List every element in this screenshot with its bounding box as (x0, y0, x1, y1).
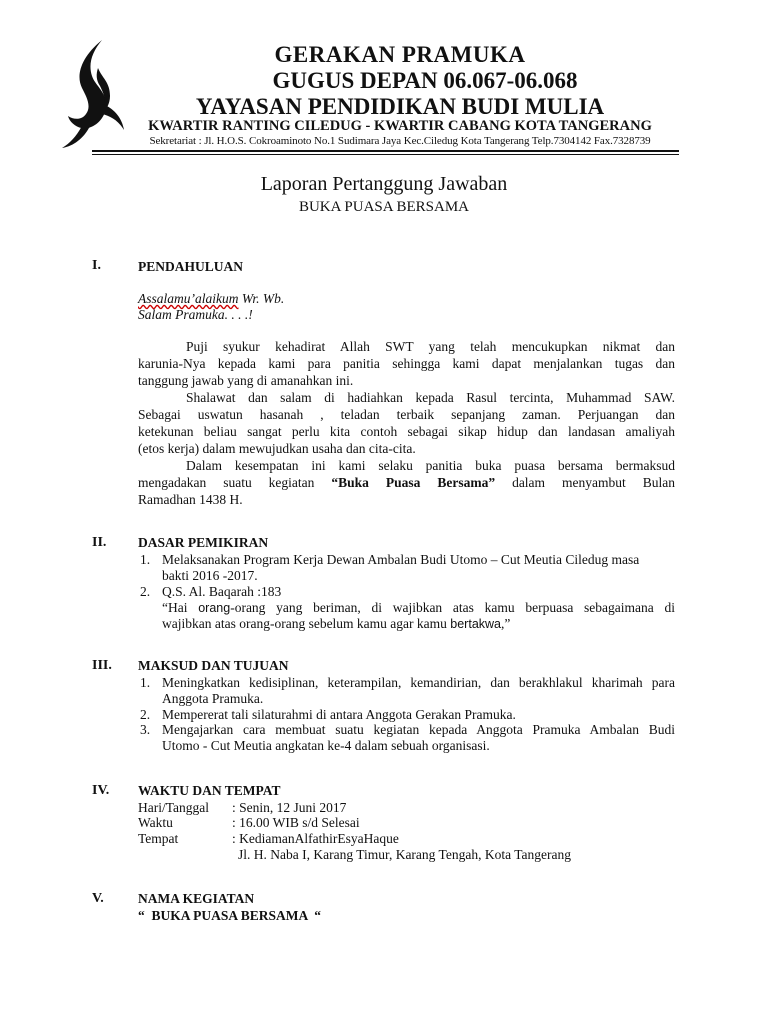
list-number: 2. (140, 584, 151, 599)
paragraph-line (138, 474, 675, 491)
paragraph-line: karunia-Nya kepada kami para panitia sehingga kami dapat menjalankan tugas dan (138, 356, 675, 371)
list-item: Mempererat tali silaturahmi di antara Anggota Gerakan Pramuka. (162, 707, 516, 722)
list-number: 1. (140, 552, 151, 567)
paragraph-line: Dalam kesempatan ini kami selaku panitia buka puasa bersama bermaksud (186, 458, 675, 473)
section-number: IV. (92, 783, 110, 798)
paragraph-line: ketekunan beliau sangat perlu kita contoh sebagai sikap hidup dan landasan amaliyah (138, 424, 675, 439)
text-run: “Hai (162, 600, 199, 615)
header-address: Sekretariat : Jl. H.O.S. Cokroaminoto No.1 Sudimara Jaya Kec.Ciledug Kota Tangerang Telp.7304142 Fax.7328739 (149, 135, 651, 147)
paragraph-line: Shalawat dan salam di hadiahkan kepada Rasul tercinta, Muhammad SAW. (186, 390, 675, 405)
section-number: III. (92, 658, 112, 673)
section-heading: NAMA KEGIATAN (138, 891, 255, 906)
paragraph-line: tanggung jawab yang di amanahkan ini. (138, 373, 354, 388)
header-org-line2: GUGUS DEPAN 06.067-06.068 (272, 68, 578, 93)
section-heading: PENDAHULUAN (138, 259, 244, 274)
header-org-line1: GERAKAN PRAMUKA (274, 42, 526, 67)
document-subtitle: BUKA PUASA BERSAMA (298, 199, 470, 215)
list-number: 1. (140, 675, 151, 690)
list-item: bakti 2016 -2017. (162, 568, 258, 583)
header-divider-thick (92, 150, 679, 152)
greeting-word: Assalamu’alaikum (138, 291, 239, 306)
field-label: Waktu (138, 815, 173, 830)
pramuka-logo-icon (58, 38, 128, 150)
header-org-line3: YAYASAN PENDIDIKAN BUDI MULIA (195, 94, 605, 119)
text-run: -orang yang beriman, di wajibkan atas kamu berpuasa sebagaimana di (230, 600, 675, 615)
event-name-bold: “Buka Puasa Bersama” (331, 475, 496, 490)
section-heading: DASAR PEMIKIRAN (138, 535, 269, 550)
document-title: Laporan Pertanggung Jawaban (260, 173, 508, 195)
field-value: Jl. H. Naba I, Karang Timur, Karang Tengah, Kota Tangerang (238, 847, 571, 862)
list-item: Utomo - Cut Meutia angkatan ke-4 dalam sebuah organisasi. (162, 738, 490, 753)
field-label: Hari/Tanggal (138, 800, 210, 815)
list-item: Q.S. Al. Baqarah :183 (162, 584, 282, 599)
greeting-line: Salam Pramuka. . . .! (138, 307, 253, 322)
section-number: I. (92, 258, 101, 273)
list-item: Mengajarkan cara membuat suatu kegiatan kepada Anggota Pramuka Ambalan Budi (162, 722, 675, 737)
paragraph-line: Puji syukur kehadirat Allah SWT yang telah mencukupkan nikmat dan (186, 339, 675, 354)
greeting-line (138, 290, 284, 307)
paragraph-line: Sebagai uswatun hasanah , teladan terbaik sepanjang zaman. Perjuangan dan (138, 407, 675, 422)
greeting-suffix: Wr. Wb. (238, 291, 285, 306)
header-org-line4: KWARTIR RANTING CILEDUG - KWARTIR CABANG KOTA TANGERANG (148, 118, 652, 134)
text-run: mengadakan suatu kegiatan (138, 475, 332, 490)
event-name: “ BUKA PUASA BERSAMA “ (138, 908, 322, 923)
field-label: Tempat (138, 831, 179, 846)
text-run: bertakwa (450, 617, 502, 631)
text-run: ,” (501, 616, 511, 631)
quote-line (162, 615, 510, 633)
section-number: V. (92, 891, 104, 906)
list-item: Meningkatkan kedisiplinan, keterampilan, kemandirian, dan berakhlakul kharimah para (162, 675, 675, 690)
text-run: dalam menyambut Bulan (495, 475, 675, 490)
paragraph-line: Ramadhan 1438 H. (138, 492, 243, 507)
text-run: wajibkan atas orang-orang sebelum kamu agar kamu (162, 616, 451, 631)
field-value: : Senin, 12 Juni 2017 (232, 800, 347, 815)
field-value: : KediamanAlfathirEsyaHaque (232, 831, 399, 846)
list-number: 2. (140, 707, 151, 722)
list-item: Melaksanakan Program Kerja Dewan Ambalan Budi Utomo – Cut Meutia Ciledug masa (162, 552, 640, 567)
paragraph-line: (etos kerja) dalam mewujudkan usaha dan cita-cita. (138, 441, 416, 456)
section-heading: MAKSUD DAN TUJUAN (138, 658, 289, 673)
list-item: Anggota Pramuka. (162, 691, 264, 706)
section-number: II. (92, 535, 107, 550)
field-value: : 16.00 WIB s/d Selesai (232, 815, 360, 830)
header-divider-thin (92, 154, 679, 155)
section-heading: WAKTU DAN TEMPAT (138, 783, 281, 798)
text-run: orang (198, 601, 231, 615)
list-number: 3. (140, 722, 151, 737)
